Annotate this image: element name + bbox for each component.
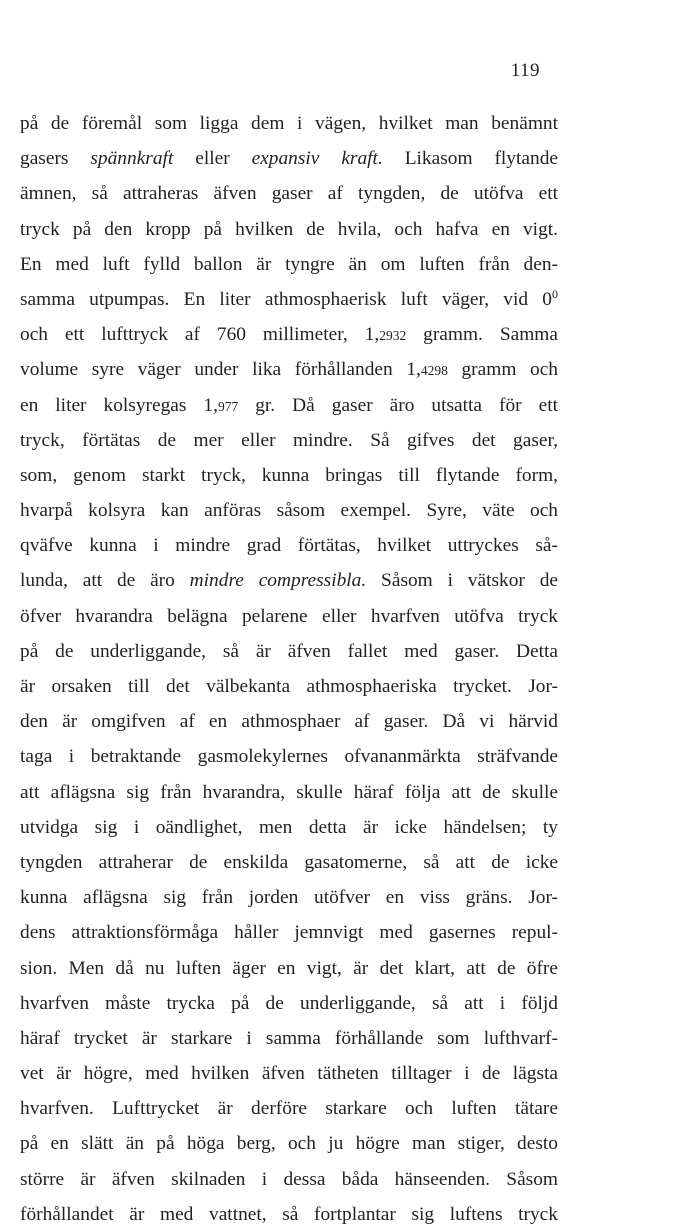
text-line bbox=[20, 1056, 558, 1091]
text-line bbox=[20, 986, 558, 1021]
italic-term: spännkraft bbox=[90, 148, 174, 170]
text-line bbox=[20, 845, 558, 880]
text-run: tryck, förtätas de mer eller mindre. Så gifves det gaser, bbox=[20, 429, 558, 451]
text-run: volume syre väger under lika förhållanden 1, bbox=[20, 359, 421, 381]
text-line bbox=[20, 388, 558, 423]
text-line bbox=[20, 951, 558, 986]
text-run: tyngden attraherar de enskilda gasatomerne, så att de icke bbox=[20, 851, 558, 873]
decimal-digits: 4298 bbox=[420, 363, 448, 379]
text-line bbox=[20, 810, 558, 845]
italic-term: mindre compressibla. bbox=[189, 570, 367, 592]
text-run: större är äfven skilnaden i dessa båda hänseenden. Såsom bbox=[20, 1168, 558, 1190]
italic-term: expansiv kraft. bbox=[251, 148, 383, 170]
text-line bbox=[20, 106, 558, 141]
text-line bbox=[20, 1197, 558, 1232]
body-text bbox=[20, 106, 558, 1232]
text-run: förhållandet är med vattnet, så fortplantar sig luftens tryck bbox=[20, 1203, 558, 1225]
text-line bbox=[20, 247, 558, 282]
text-line bbox=[20, 317, 558, 352]
text-run: kunna aflägsna sig från jorden utöfver en viss gräns. Jor- bbox=[20, 887, 558, 909]
text-run: vet är högre, med hvilken äfven tätheten tilltager i de lägsta bbox=[20, 1063, 558, 1085]
text-line bbox=[20, 352, 558, 387]
degree-superscript: 0 bbox=[552, 286, 558, 301]
text-run: En med luft fylld ballon är tyngre än om luften från den- bbox=[20, 253, 558, 275]
text-line bbox=[20, 599, 558, 634]
text-run: tryck på den kropp på hvilken de hvila, och hafva en vigt. bbox=[20, 218, 558, 240]
text-run: qväfve kunna i mindre grad förtätas, hvilket uttryckes så- bbox=[20, 535, 558, 557]
text-run: på en slätt än på höga berg, och ju högre man stiger, desto bbox=[20, 1133, 558, 1155]
text-line bbox=[20, 1162, 558, 1197]
text-run: gr. Då gaser äro utsatta för ett bbox=[238, 394, 558, 416]
text-run: Såsom i vätskor de bbox=[366, 570, 558, 592]
text-line bbox=[20, 1126, 558, 1161]
text-line bbox=[20, 915, 558, 950]
text-run: sion. Men då nu luften äger en vigt, är det klart, att de öfre bbox=[20, 957, 558, 979]
text-run: att aflägsna sig från hvarandra, skulle häraf följa att de skulle bbox=[20, 781, 558, 803]
decimal-digits: 2932 bbox=[379, 328, 407, 344]
decimal-digits: 977 bbox=[217, 398, 239, 414]
text-run: dens attraktionsförmåga håller jemnvigt med gasernes repul- bbox=[20, 922, 558, 944]
text-run: taga i betraktande gasmolekylernes ofvananmärkta sträfvande bbox=[20, 746, 558, 768]
text-run: som, genom starkt tryck, kunna bringas till flytande form, bbox=[20, 464, 558, 486]
text-run: samma utpumpas. En liter athmosphaerisk luft väger, vid 0 bbox=[20, 288, 552, 310]
text-line bbox=[20, 423, 558, 458]
text-run: är orsaken till det välbekanta athmosphaeriska trycket. Jor- bbox=[20, 676, 558, 697]
text-line bbox=[20, 458, 558, 493]
text-run: gasers bbox=[20, 148, 91, 170]
text-line bbox=[20, 739, 558, 774]
text-run: den är omgifven af en athmosphaer af gaser. Då vi härvid bbox=[20, 711, 558, 733]
text-run: hvarfven måste trycka på de underliggande, så att i följd bbox=[20, 992, 558, 1014]
text-run: på de underliggande, så är äfven fallet med gaser. Detta bbox=[20, 640, 558, 662]
text-line bbox=[20, 563, 558, 598]
text-line bbox=[20, 634, 558, 669]
text-run: gramm. Samma bbox=[406, 324, 558, 346]
page-number: 119 bbox=[510, 60, 540, 81]
text-line bbox=[20, 528, 558, 563]
text-line bbox=[20, 704, 558, 739]
text-run: på de föremål som ligga dem i vägen, hvilket man benämnt bbox=[20, 113, 558, 134]
text-line bbox=[20, 176, 558, 211]
text-line bbox=[20, 493, 558, 528]
text-run: en liter kolsyregas 1, bbox=[20, 394, 218, 416]
text-line bbox=[20, 669, 558, 704]
text-run: Likasom flytande bbox=[382, 148, 558, 170]
text-line bbox=[20, 1091, 558, 1126]
text-line bbox=[20, 880, 558, 915]
text-line bbox=[20, 212, 558, 247]
text-run: häraf trycket är starkare i samma förhållande som lufthvarf- bbox=[20, 1027, 558, 1049]
text-run: öfver hvarandra belägna pelarene eller hvarfven utöfva tryck bbox=[20, 605, 558, 627]
text-line bbox=[20, 282, 558, 317]
text-run: eller bbox=[173, 148, 252, 170]
text-run: hvarfven. Lufttrycket är derföre starkare och luften tätare bbox=[20, 1098, 558, 1120]
text-line bbox=[20, 775, 558, 810]
text-run: och ett lufttryck af 760 millimeter, 1, bbox=[20, 324, 380, 346]
text-run: lunda, att de äro bbox=[20, 570, 190, 592]
text-run: hvarpå kolsyra kan anföras såsom exempel. Syre, väte och bbox=[20, 500, 558, 522]
text-run: utvidga sig i oändlighet, men detta är icke händelsen; ty bbox=[20, 816, 558, 838]
text-line bbox=[20, 1021, 558, 1056]
text-run: gramm och bbox=[447, 359, 558, 381]
text-run: ämnen, så attraheras äfven gaser af tyngden, de utöfva ett bbox=[20, 183, 558, 205]
text-line bbox=[20, 141, 558, 176]
